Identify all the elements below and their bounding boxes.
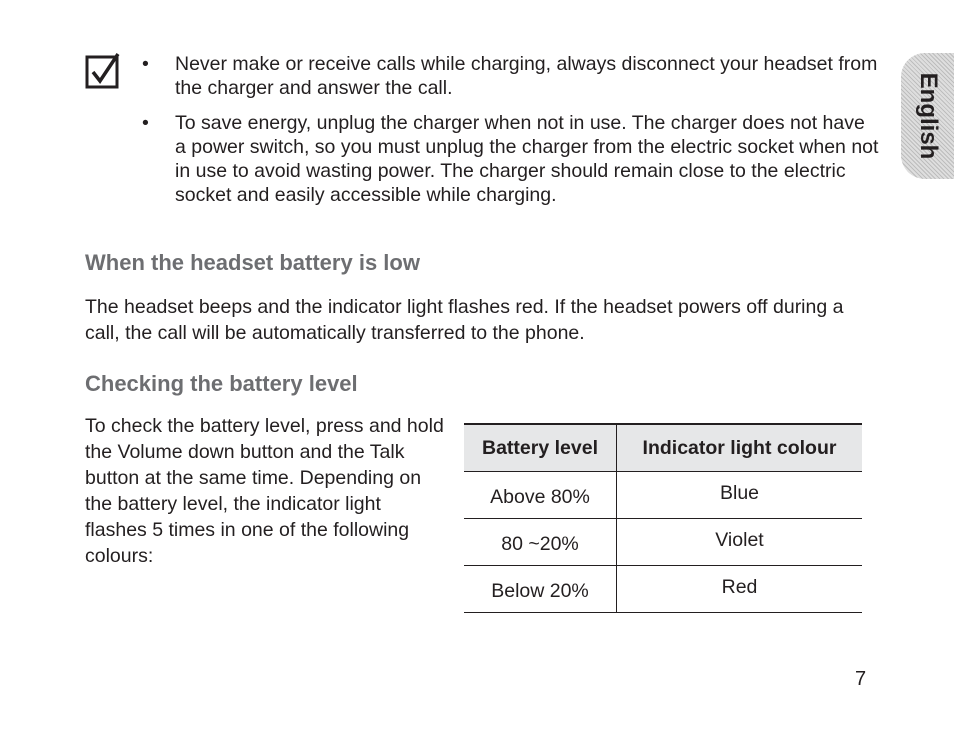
- table-cell-indicator-colour: Red: [617, 566, 863, 613]
- table-cell-battery-level: 80 ~20%: [464, 519, 617, 566]
- bullet-marker: •: [142, 111, 149, 134]
- section-body-battery-low: The headset beeps and the indicator light flashes red. If the headset powers off during a call, the call will be automatically transferred to the phone.: [85, 296, 844, 344]
- note-text: Never make or receive calls while charging, always disconnect your headset from the charger and answer the call.: [175, 53, 878, 100]
- table-cell-indicator-colour: Violet: [617, 519, 863, 566]
- section-heading-check-battery: Checking the battery level: [85, 371, 358, 396]
- page-number: 7: [855, 668, 867, 690]
- note-item: [140, 111, 880, 208]
- note-text: To save energy, unplug the charger when not in use. The charger does not have a power switch, so you must unplug the charger from the electric socket when not in use to avoid wasting power. The charger should remain close to the electric socket and easily accessible while charging.: [175, 111, 879, 207]
- table-row: [464, 472, 862, 519]
- table-cell-indicator-colour: Blue: [617, 472, 863, 519]
- checkbox-check-icon: [85, 53, 121, 89]
- table-row: [464, 566, 862, 613]
- section-body-check-battery: To check the battery level, press and hold the Volume down button and the Talk button at the same time. Depending on the battery level, the indicator light flashes 5 times in one of the following colours:: [85, 415, 444, 567]
- section-heading-battery-low: When the headset battery is low: [85, 250, 420, 275]
- note-list: [140, 52, 880, 218]
- language-tab-label: English: [914, 72, 942, 160]
- note-item: [140, 52, 880, 101]
- battery-level-table: [464, 423, 862, 613]
- language-side-tab: [901, 53, 954, 179]
- table-header-row: [464, 424, 862, 472]
- table-row: [464, 519, 862, 566]
- column-header-battery-level: Battery level: [464, 424, 617, 472]
- table-cell-battery-level: Below 20%: [464, 566, 617, 613]
- column-header-indicator-colour: Indicator light colour: [617, 424, 863, 472]
- table-cell-battery-level: Above 80%: [464, 472, 617, 519]
- bullet-marker: •: [142, 53, 149, 75]
